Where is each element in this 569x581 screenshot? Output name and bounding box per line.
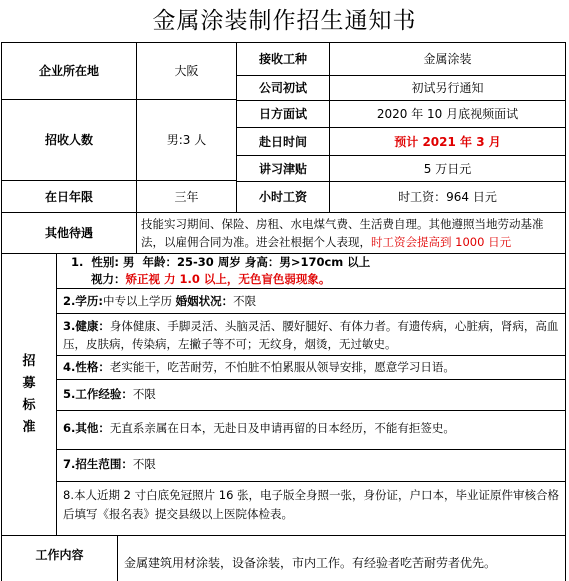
req2-marriage-label: 婚姻状况：: [175, 294, 234, 308]
req1-gender-label: 性别:: [91, 255, 119, 269]
req2-marriage-value: 不限: [233, 294, 257, 308]
req2-label: 2.学历:: [63, 294, 103, 308]
initial-test-label: 公司初试: [236, 75, 330, 101]
req2-value: 中专以上学历: [102, 294, 172, 308]
depart-time-label: 赴日时间: [236, 127, 330, 156]
initial-test-value: 初试另行通知: [329, 75, 566, 101]
req1-gender: 男: [123, 255, 135, 269]
req3-label: 3.健康：: [63, 319, 110, 333]
criteria-label-char-4: 准: [22, 419, 36, 435]
company-location-value: 大阪: [136, 42, 237, 100]
recruit-count-label: 招收人数: [1, 99, 137, 181]
req1-vision-label: 视力：: [91, 272, 126, 286]
req1-vision: 矫正视 力 1.0 以上，无色盲色弱现象。: [125, 272, 331, 286]
req1-height: 男>170cm 以上: [279, 255, 371, 269]
page-title: 金属涂装制作招生通知书: [152, 8, 417, 34]
req6-value: 无直系亲属在日本，无赴日及申请再留的日本经历，不能有拒签史。: [109, 421, 455, 435]
req5-value: 不限: [132, 387, 156, 401]
req1-age-label: 年龄：: [142, 255, 178, 269]
work-content-value: 金属建筑用材涂装，设备涂装，市内工作。有经验者吃苦耐劳者优先。: [117, 535, 566, 581]
req4-value: 老实能干，吃苦耐劳，不怕脏不怕累服从领导安排，愿意学习日语。: [109, 360, 455, 374]
benefits-highlight: 时工资会提高到 1000 日元: [371, 235, 512, 249]
interview-label: 日方面试: [236, 100, 330, 128]
job-type-value: 金属涂装: [329, 42, 566, 76]
recruit-count-value: 男:3 人: [136, 99, 237, 181]
requirement-1: [56, 253, 566, 289]
benefits-label: 其他待遇: [1, 212, 137, 254]
depart-time-value: 预计 2021 年 3 月: [329, 127, 566, 156]
benefits-text: 技能实习期间、保险、房租、水电煤气费、生活费自理。其他遵照当地劳动基准法，以雇佣合同为准。进会社根据个人表现，: [141, 217, 544, 249]
work-content-label: 工作内容: [1, 535, 118, 581]
req1-age: 25-30 周岁: [177, 255, 241, 269]
req7-label: 7.招生范围：: [63, 457, 133, 471]
years-value: 三年: [136, 180, 237, 213]
criteria-label: [1, 253, 57, 536]
company-location-label: 企业所在地: [1, 42, 137, 100]
requirement-7: [56, 449, 566, 482]
years-label: 在日年限: [1, 180, 137, 213]
interview-value: 2020 年 10 月底视频面试: [329, 100, 566, 128]
req3-value: 身体健康、手脚灵活、头脑灵活、腰好腿好、有体力者。有遗传病，心脏病，肾病，高血压，皮肤病，传染病，左撇子等不可；无纹身，烟烫，无过敏史。: [63, 319, 559, 351]
hourly-wage-value: 时工资：964 日元: [329, 181, 566, 213]
criteria-label-char-3: 标: [22, 397, 36, 413]
requirement-8: [56, 481, 566, 536]
requirement-4: [56, 355, 566, 380]
criteria-label-char-2: 募: [22, 375, 36, 391]
req5-label: 5.工作经验：: [63, 387, 133, 401]
hourly-wage-label: 小时工资: [236, 181, 330, 213]
req6-label: 6.其他：: [63, 421, 110, 435]
req7-value: 不限: [132, 457, 156, 471]
requirement-2: [56, 288, 566, 314]
job-type-label: 接收工种: [236, 42, 330, 76]
subsidy-value: 5 万日元: [329, 155, 566, 182]
criteria-label-char-1: 招: [22, 353, 36, 369]
req8-value: 8.本人近期 2 寸白底免冠照片 16 张，电子版全身照一张，身份证，户口本，毕业证原件审核合格后填写《报名表》提交县级以上医院体检表。: [63, 488, 560, 521]
benefits-value: [136, 212, 566, 254]
req4-label: 4.性格：: [63, 360, 110, 374]
req1-num: 1.: [71, 255, 84, 269]
subsidy-label: 讲习津贴: [236, 155, 330, 182]
requirement-3: [56, 313, 566, 356]
req1-height-label: 身高：: [244, 255, 280, 269]
requirement-5: [56, 379, 566, 411]
requirement-6: [56, 410, 566, 450]
